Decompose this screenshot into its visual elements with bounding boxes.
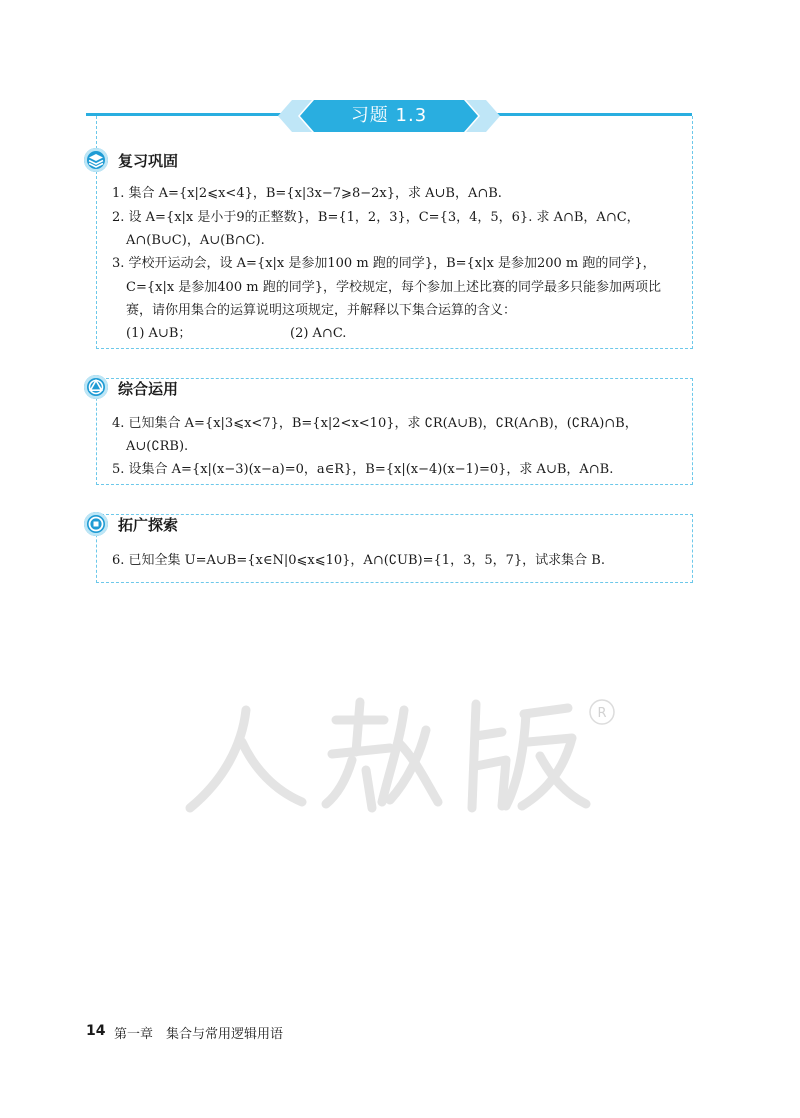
problem-line: 3. 学校开运动会，设 A={x|x 是参加100 m 跑的同学}，B={x|x 是参加200 m 跑的同学}，: [112, 256, 656, 271]
problem-line: 2. 设 A={x|x 是小于9的正整数}，B={1，2，3}，C={3，4，5，6}. 求 A∩B，A∩C，: [112, 210, 640, 225]
exercise-title: 习题 1.3: [350, 105, 428, 126]
chapter-title: 第一章 集合与常用逻辑用语: [114, 1027, 284, 1042]
section-title-application: 综合运用: [118, 380, 179, 398]
section-title-exploration: 拓广探索: [118, 516, 179, 534]
publisher-logo-icon: [176, 690, 626, 820]
problem-line: 4. 已知集合 A={x|3⩽x<7}，B={x|2<x<10}，求 ∁R(A∪B)，∁R(A∩B)，(∁RA)∩B，: [112, 416, 638, 431]
problem-line: 5. 设集合 A={x|(x−3)(x−a)=0，a∈R}，B={x|(x−4)(x−1)=0}，求 A∪B，A∩B.: [112, 462, 614, 477]
section-title-review: 复习巩固: [118, 152, 179, 170]
problem-line: C={x|x 是参加400 m 跑的同学}，学校规定，每个参加上述比赛的同学最多只能参加两项比: [126, 280, 661, 295]
problem-subitem: (2) A∩C.: [290, 326, 347, 341]
triangle-circle-icon: [84, 375, 108, 399]
section-box-exploration: [96, 514, 693, 583]
svg-text:R: R: [597, 706, 607, 721]
problem-line: 1. 集合 A={x|2⩽x<4}，B={x|3x−7⩾8−2x}，求 A∪B，A∩B.: [112, 186, 502, 201]
problem-line: A∪(∁RB).: [126, 439, 189, 454]
publisher-watermark: [176, 690, 626, 820]
target-icon: [84, 512, 108, 536]
problem-line: 6. 已知全集 U=A∪B={x∈N|0⩽x⩽10}，A∩(∁UB)={1，3，5，7}，试求集合 B.: [112, 553, 605, 568]
layers-icon: [84, 148, 108, 172]
page-number: 14: [86, 1023, 106, 1039]
problem-line: 赛，请你用集合的运算说明这项规定，并解释以下集合运算的含义：: [126, 303, 517, 318]
problem-subitem: (1) A∪B；: [126, 326, 192, 341]
problem-line: A∩(B∪C)，A∪(B∩C).: [126, 233, 265, 248]
